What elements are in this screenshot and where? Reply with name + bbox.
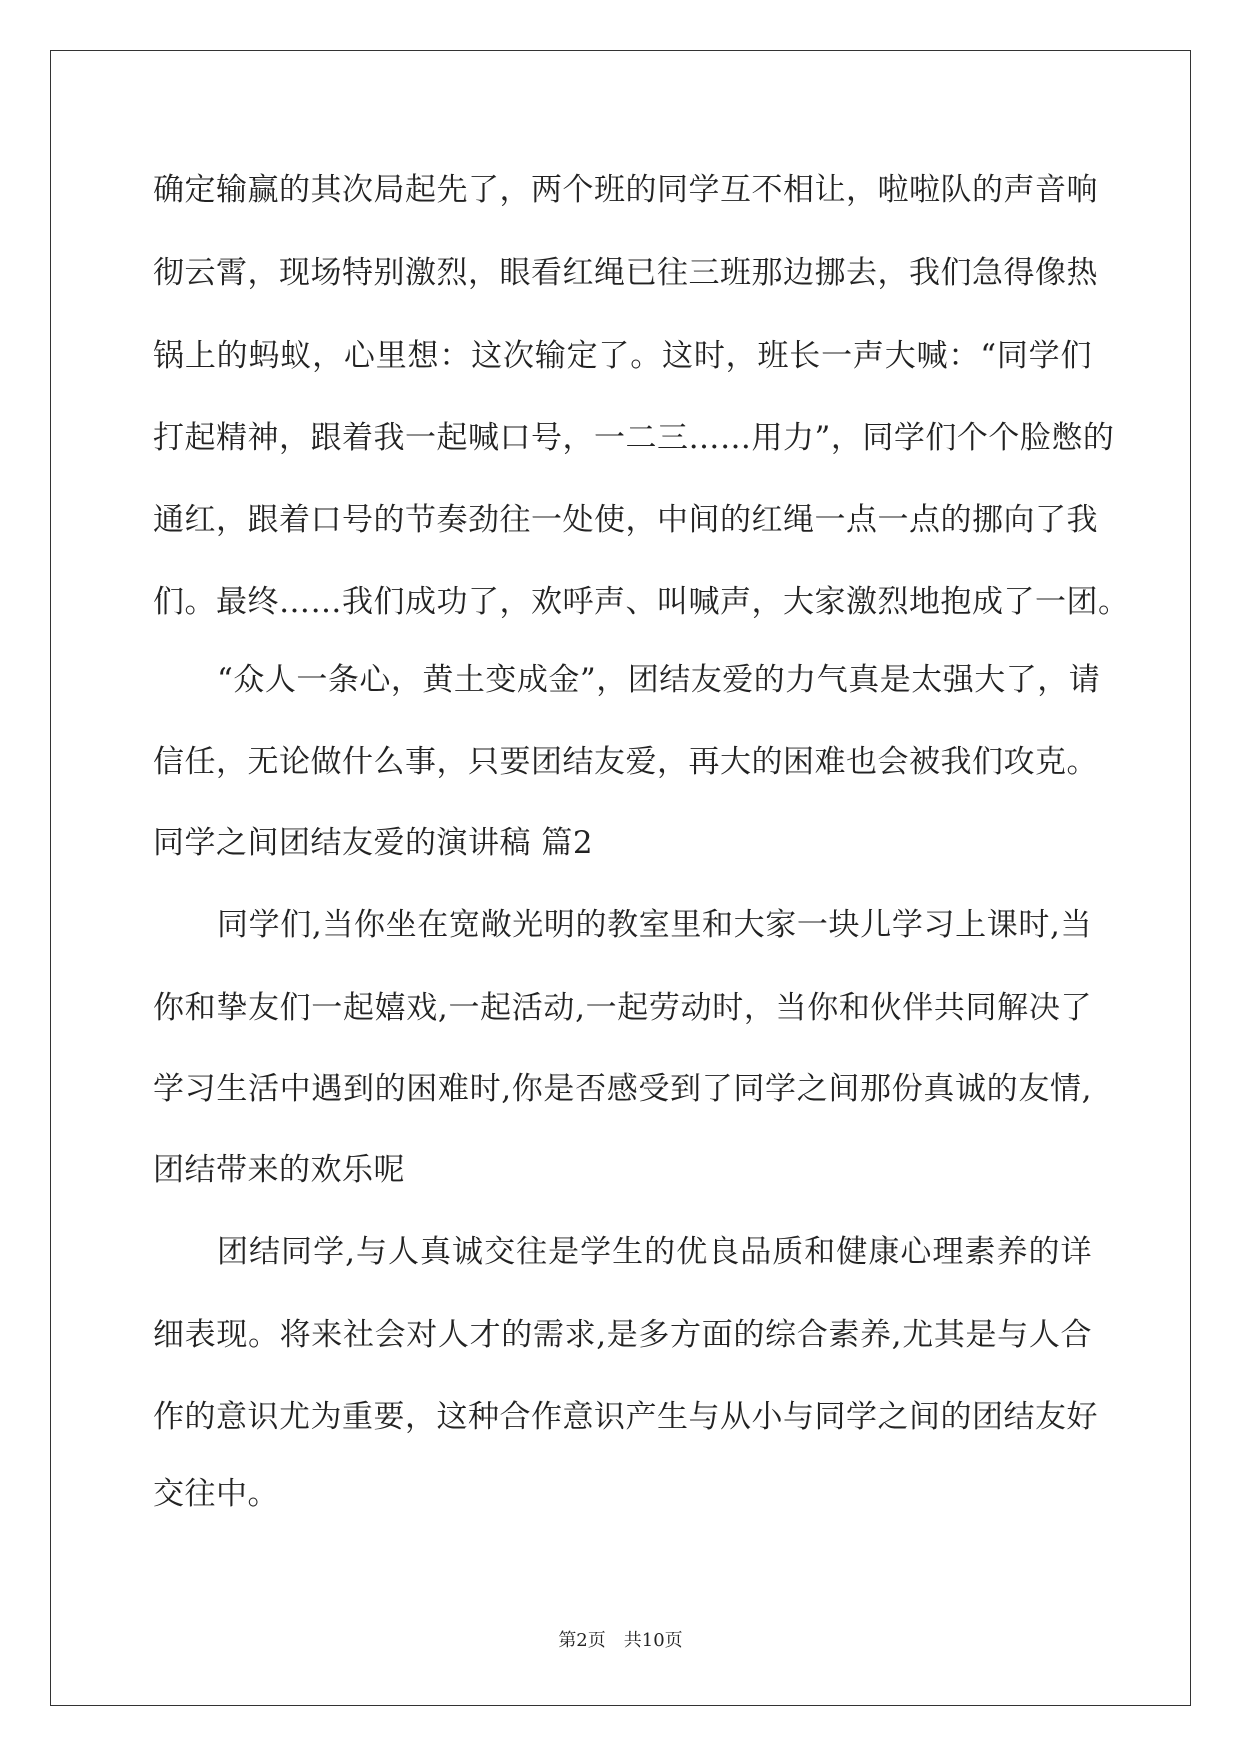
body-line: 打起精神，跟着我一起喊口号，一二三……用力”，同学们个个脸憋的: [153, 420, 1115, 456]
body-line: 通红，跟着口号的节奏劲往一处使，中间的红绳一点一点的挪向了我: [153, 502, 1098, 538]
paragraph-first-line: 团结同学,与人真诚交往是学生的优良品质和健康心理素养的详: [217, 1234, 1092, 1270]
body-line: 学习生活中遇到的困难时,你是否感受到了同学之间那份真诚的友情,: [153, 1071, 1092, 1107]
body-line: 团结带来的欢乐呢: [153, 1152, 405, 1188]
section-heading: 同学之间团结友爱的演讲稿 篇2: [153, 825, 594, 861]
body-line: 们。最终……我们成功了，欢呼声、叫喊声，大家激烈地抱成了一团。: [153, 584, 1130, 620]
page-number-footer: 第2页 共10页: [558, 1630, 683, 1651]
body-line: 交往中。: [153, 1476, 279, 1512]
paragraph-first-line: “众人一条心，黄土变成金”，团结友爱的力气真是太强大了，请: [217, 662, 1101, 698]
body-line: 信任，无论做什么事，只要团结友爱，再大的困难也会被我们攻克。: [153, 744, 1098, 780]
paragraph-first-line: 同学们,当你坐在宽敞光明的教室里和大家一块儿学习上课时,当: [217, 907, 1092, 943]
body-line: 确定输赢的其次局起先了，两个班的同学互不相让，啦啦队的声音响: [153, 172, 1098, 208]
body-line: 你和挚友们一起嬉戏,一起活动,一起劳动时，当你和伙伴共同解决了: [153, 990, 1092, 1026]
page-border: [50, 50, 1191, 1706]
body-line: 作的意识尤为重要，这种合作意识产生与从小与同学之间的团结友好: [153, 1399, 1098, 1435]
body-line: 彻云霄，现场特别激烈，眼看红绳已往三班那边挪去，我们急得像热: [153, 255, 1098, 291]
body-line: 细表现。将来社会对人才的需求,是多方面的综合素养,尤其是与人合: [153, 1317, 1092, 1353]
body-line: 锅上的蚂蚁，心里想：这次输定了。这时，班长一声大喊：“同学们: [153, 338, 1092, 374]
